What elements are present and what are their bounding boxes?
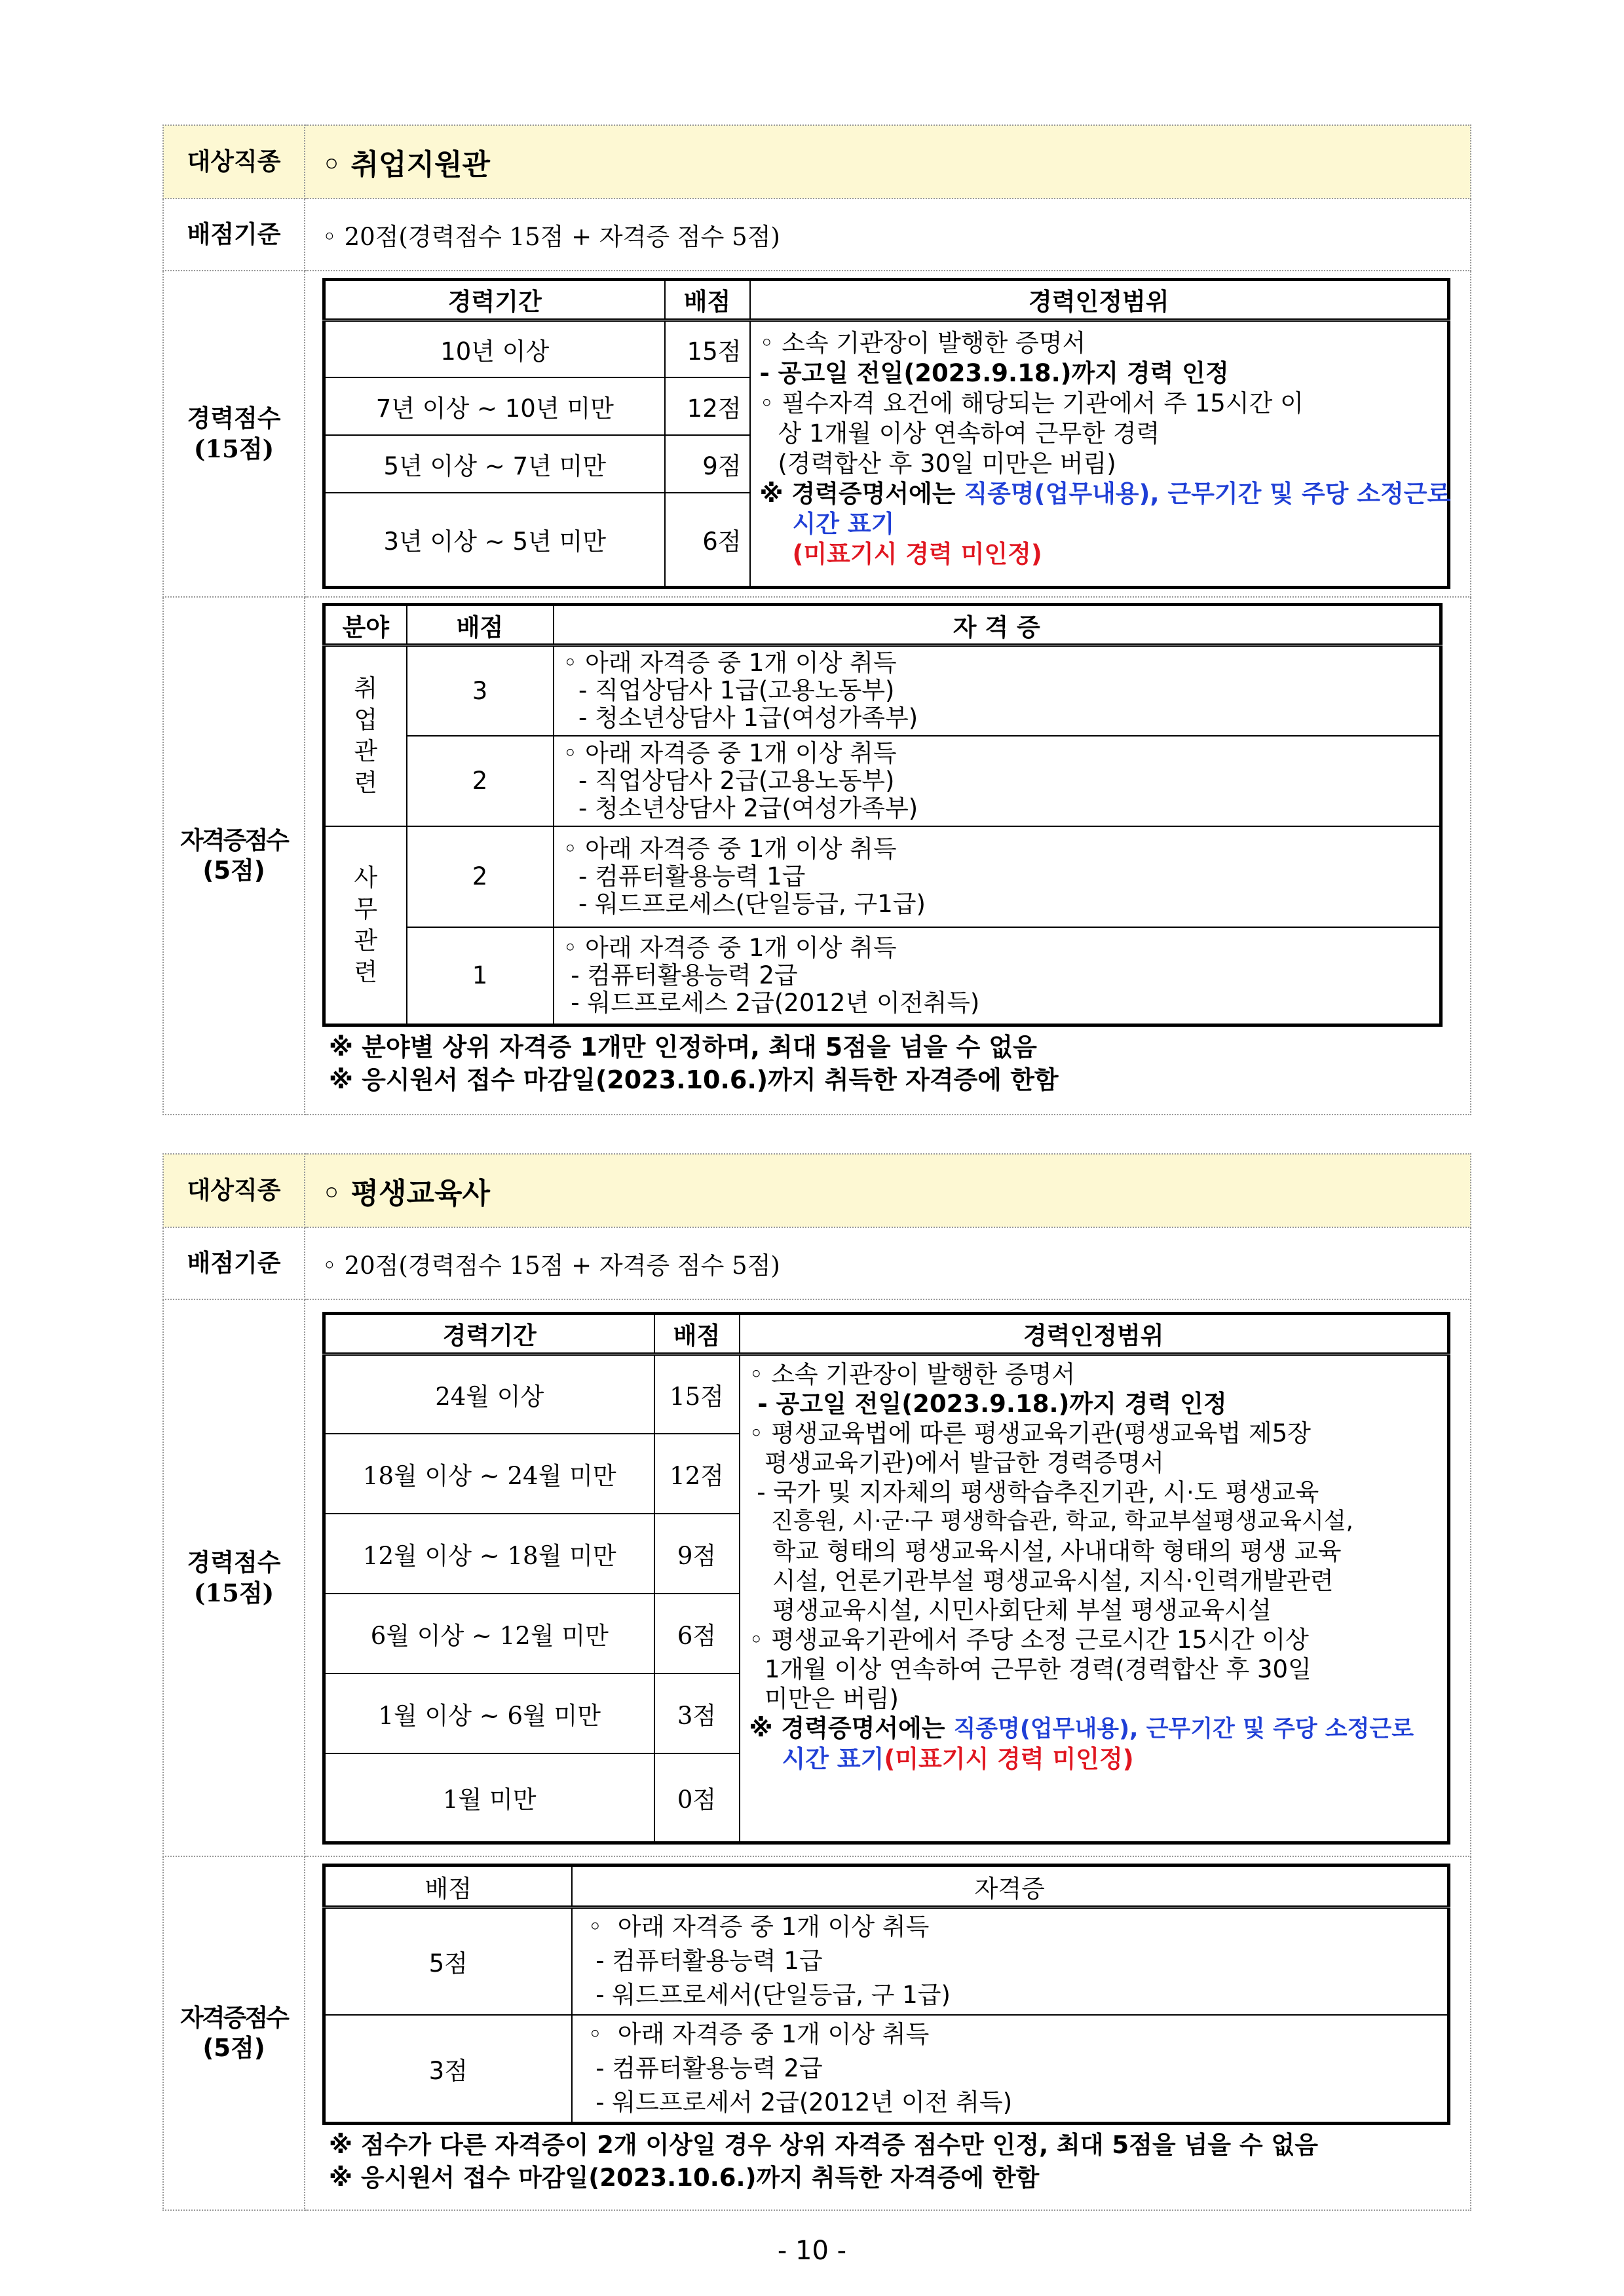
career-header-period: 경력기간	[324, 1313, 654, 1354]
cert-score-label: 자격증점수 (5점)	[163, 597, 305, 1115]
cert-header-field: 분야	[324, 605, 407, 645]
cert-list: ◦ 아래 자격증 중 1개 이상 취득 - 컴퓨터활용능력 2급 - 워드프로세서 2급(2012년 이전 취득)	[572, 2015, 1449, 2124]
cert-list: ◦ 아래 자격증 중 1개 이상 취득 - 직업상담사 1급(고용노동부) - 청소년상담사 1급(여성가족부)	[554, 645, 1441, 736]
cert-list: ◦ 아래 자격증 중 1개 이상 취득 - 컴퓨터활용능력 1급 - 워드프로세스(단일등급, 구1급)	[554, 826, 1441, 927]
career-score: 0점	[654, 1753, 740, 1843]
career-header-score: 배점	[654, 1313, 740, 1354]
cert-table	[322, 1864, 1450, 2125]
career-table	[322, 278, 1450, 589]
career-period: 7년 이상 ~ 10년 미만	[324, 377, 665, 435]
career-period: 6월 이상 ~ 12월 미만	[324, 1594, 654, 1674]
cert-score: 1	[407, 927, 554, 1025]
career-period: 18월 이상 ~ 24월 미만	[324, 1434, 654, 1514]
career-header-score: 배점	[665, 279, 750, 320]
career-score: 15점	[665, 320, 750, 377]
cert-header-cert: 자 격 증	[554, 605, 1441, 645]
cert-score: 5점	[324, 1907, 572, 2015]
cert-score: 3	[407, 645, 554, 736]
job-label: 대상직종	[163, 1154, 305, 1227]
career-scope-description: ◦ 소속 기관장이 발행한 증명서 - 공고일 전일(2023.9.18.)까지 경력 인정 ◦ 평생교육법에 따른 평생교육기관(평생교육법 제5장 평생교육기관)에서 발급한 경력증명서 - 국가 및 지자체의 평생학습추진기관, 시·도 평생교육 진흥원, 시·군·구 평생학습관, 학교, 학교부설평생교육시설, 학교 형태의 평생교육시설, 사내대학 형태의 평생 교육 시설, 언론기관부설 평생교육시설, 지식·인력개발관련 평생교육시설, 시민사회단체 부설 평생교육시설 ◦ 평생교육기관에서 주당 소정 근로시간 15시간 이상 1개월 이상 연속하여 근무한 경력(경력합산 후 30일 미만은 버림) ※ 경력증명서에는 직종명(업무내용), 근무기간 및 주당 소정근로 시간 표기(미표기시 경력 미인정)	[740, 1354, 1449, 1843]
career-period: 3년 이상 ~ 5년 미만	[324, 493, 665, 587]
career-period: 5년 이상 ~ 7년 미만	[324, 435, 665, 493]
cert-list: ◦ 아래 자격증 중 1개 이상 취득 - 직업상담사 2급(고용노동부) - 청소년상담사 2급(여성가족부)	[554, 736, 1441, 826]
career-score-label: 경력점수 (15점)	[163, 1299, 305, 1856]
career-scope-description: ◦ 소속 기관장이 발행한 증명서 - 공고일 전일(2023.9.18.)까지 경력 인정 ◦ 필수자격 요건에 해당되는 기관에서 주 15시간 이 상 1개월 이상 연속하여 근무한 경력 (경력합산 후 30일 미만은 버림) ※ 경력증명서에는 직종명(업무내용), 근무기간 및 주당 소정근로 시간 표기 (미표기시 경력 미인정)	[750, 320, 1449, 587]
career-score: 12점	[654, 1434, 740, 1514]
career-header-scope: 경력인정범위	[740, 1313, 1449, 1354]
section-employment-support	[162, 124, 1471, 1115]
career-score: 15점	[654, 1354, 740, 1434]
cert-list: ◦ 아래 자격증 중 1개 이상 취득 - 컴퓨터활용능력 2급 - 워드프로세스 2급(2012년 이전취득)	[554, 927, 1441, 1025]
career-header-period: 경력기간	[324, 279, 665, 320]
criteria-value: ◦ 20점(경력점수 15점 + 자격증 점수 5점)	[305, 1227, 1471, 1299]
cert-field-office: 사 무 관 련	[324, 826, 407, 1025]
criteria-value: ◦ 20점(경력점수 15점 + 자격증 점수 5점)	[305, 199, 1471, 271]
career-score: 9점	[665, 435, 750, 493]
career-period: 1월 미만	[324, 1753, 654, 1843]
job-title: ◦ 평생교육사	[305, 1154, 1471, 1227]
career-header-scope: 경력인정범위	[750, 279, 1449, 320]
career-score: 3점	[654, 1674, 740, 1753]
career-score: 6점	[654, 1594, 740, 1674]
cert-score: 2	[407, 826, 554, 927]
career-period: 12월 이상 ~ 18월 미만	[324, 1514, 654, 1594]
career-period: 24월 이상	[324, 1354, 654, 1434]
career-table	[322, 1312, 1450, 1845]
career-score: 6점	[665, 493, 750, 587]
cert-note: ※ 응시원서 접수 마감일(2023.10.6.)까지 취득한 자격증에 한함	[329, 2164, 1040, 2192]
cert-score: 2	[407, 736, 554, 826]
career-period: 1월 이상 ~ 6월 미만	[324, 1674, 654, 1753]
cert-header-score: 배점	[324, 1866, 572, 1907]
career-score-label: 경력점수 (15점)	[163, 271, 305, 597]
career-score: 9점	[654, 1514, 740, 1594]
section-lifelong-educator	[162, 1153, 1471, 2211]
cert-header-score: 배점	[407, 605, 554, 645]
cert-note: ※ 점수가 다른 자격증이 2개 이상일 경우 상위 자격증 점수만 인정, 최대 5점을 넘을 수 없음	[329, 2131, 1318, 2159]
career-period: 10년 이상	[324, 320, 665, 377]
cert-score: 3점	[324, 2015, 572, 2124]
job-title: ◦ 취업지원관	[305, 125, 1471, 199]
career-score: 12점	[665, 377, 750, 435]
cert-list: ◦ 아래 자격증 중 1개 이상 취득 - 컴퓨터활용능력 1급 - 워드프로세서(단일등급, 구 1급)	[572, 1907, 1449, 2015]
cert-header-cert: 자격증	[572, 1866, 1449, 1907]
page-number: - 10 -	[777, 2236, 847, 2266]
cert-table	[322, 603, 1443, 1027]
criteria-label: 배점기준	[163, 199, 305, 271]
cert-note: ※ 응시원서 접수 마감일(2023.10.6.)까지 취득한 자격증에 한함	[329, 1065, 1059, 1094]
job-label: 대상직종	[163, 125, 305, 199]
cert-field-employment: 취 업 관 련	[324, 645, 407, 826]
criteria-label: 배점기준	[163, 1227, 305, 1299]
cert-score-label: 자격증점수 (5점)	[163, 1856, 305, 2210]
cert-note: ※ 분야별 상위 자격증 1개만 인정하며, 최대 5점을 넘을 수 없음	[329, 1033, 1037, 1062]
